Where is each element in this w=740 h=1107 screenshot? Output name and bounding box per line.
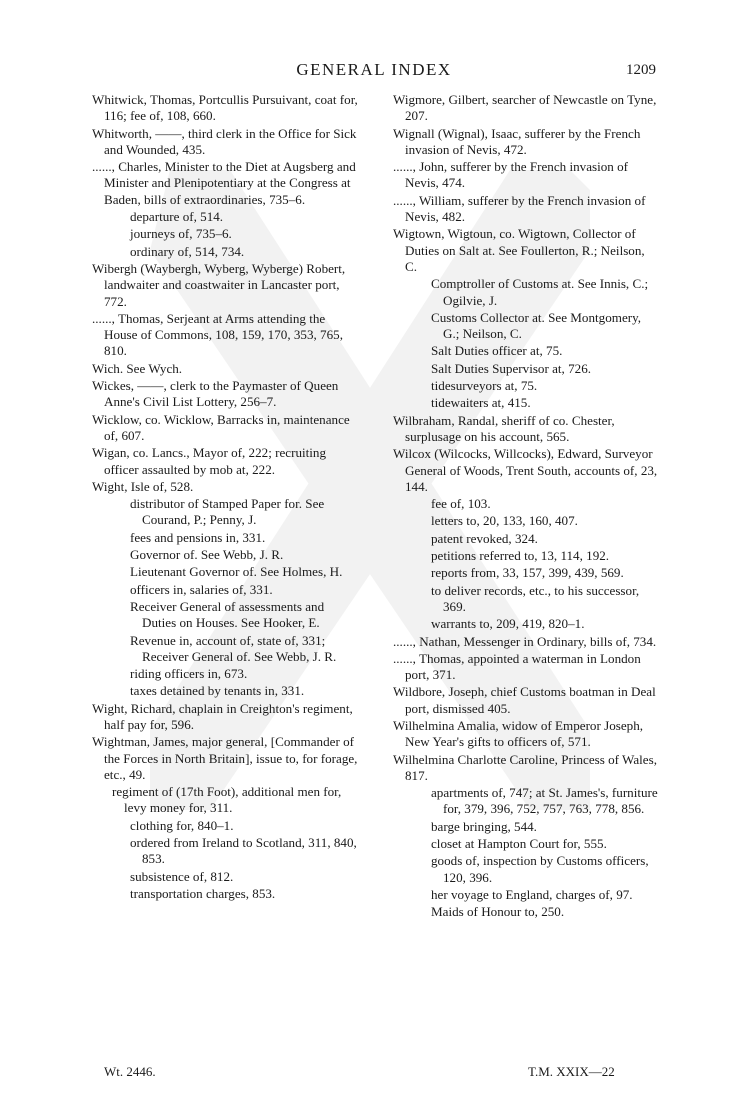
index-entry: ......, Charles, Minister to the Diet at Augsberg and Minister and Plenipotentiary at the Congress at Baden, bills of extraordinaries, 735–6. (92, 159, 356, 207)
index-entry: tidesurveyors at, 75. (431, 378, 538, 394)
index-entry: Wigmore, Gilbert, searcher of Newcastle on Tyne, 207. (393, 92, 657, 124)
index-entry: to deliver records, etc., to his successor, 369. (431, 582, 640, 614)
index-entry: petitions referred to, 13, 114, 192. (431, 548, 610, 564)
index-entry: transportation charges, 853. (130, 885, 276, 901)
index-entry: apartments of, 747; at St. James's, furniture for, 379, 396, 752, 757, 763, 778, 856. (431, 785, 658, 817)
index-entry: warrants to, 209, 419, 820–1. (431, 616, 585, 632)
index-entry: Customs Collector at. See Montgomery, G.; Neilson, C. (431, 309, 642, 342)
index-entry: ......, John, sufferer by the French invasion of Nevis, 474. (393, 159, 629, 191)
index-entry: barge bringing, 544. (431, 818, 537, 834)
index-entry: fees and pensions in, 331. (130, 529, 266, 545)
index-entry: Wickes, ——, clerk to the Paymaster of Queen Anne's Civil List Lottery, 256–7. (92, 378, 339, 410)
index-entry: Wibergh (Waybergh, Wyberg, Wyberge) Robert, landwaiter and coastwaiter in Lancaster port, 772. (92, 260, 346, 309)
index-entry: closet at Hampton Court for, 555. (431, 836, 607, 852)
index-entry: tidewaiters at, 415. (431, 395, 531, 411)
index-entry: Whitworth, ——, third clerk in the Office for Sick and Wounded, 435. (92, 125, 357, 157)
page-number: 1209 (626, 62, 656, 78)
index-entry: Wigtown, Wigtoun, co. Wigtown, Collector of Duties on Salt at. See Foullerton, R.; Neilson, C. (393, 226, 645, 274)
index-entry: Wilhelmina Charlotte Caroline, Princess of Wales, 817. (393, 751, 657, 783)
index-entry: distributor of Stamped Paper for. See Courand, P.; Penny, J. (130, 496, 325, 528)
index-entry: departure of, 514. (130, 209, 224, 225)
index-entry: ......, William, sufferer by the French invasion of Nevis, 482. (393, 192, 646, 225)
page-header (92, 60, 656, 86)
index-entry: Whitwick, Thomas, Portcullis Pursuivant, coat for, 116; fee of, 108, 660. (92, 92, 358, 124)
index-entry: Revenue in, account of, state of, 331; Receiver General of. See Webb, J. R. (130, 632, 337, 664)
index-entry: patent revoked, 324. (431, 530, 538, 546)
index-entry: Wightman, James, major general, [Commander of the Forces in North Britain], issue to, for forage, etc., 49. (92, 734, 358, 782)
index-entry: clothing for, 840–1. (130, 817, 234, 833)
index-entry: Wicklow, co. Wicklow, Barracks in, maintenance of, 607. (92, 411, 350, 443)
index-entry: Salt Duties officer at, 75. (431, 343, 563, 359)
footer-right: T.M. XXIX—22 (528, 1064, 615, 1079)
index-entry: Wich. See Wych. (92, 360, 183, 376)
index-entry: Wigan, co. Lancs., Mayor of, 222; recruiting officer assaulted by mob at, 222. (92, 445, 326, 477)
left-column (92, 92, 360, 903)
running-title: GENERAL INDEX (296, 60, 452, 79)
index-entry: Wilbraham, Randal, sheriff of co. Chester, surplusage on his account, 565. (393, 412, 615, 444)
index-entry: Wignall (Wignal), Isaac, sufferer by the French invasion of Nevis, 472. (393, 125, 641, 157)
index-entry: riding officers in, 673. (130, 666, 248, 682)
index-entry: journeys of, 735–6. (130, 226, 232, 242)
index-entry: Receiver General of assessments and Duties on Houses. See Hooker, E. (130, 598, 325, 631)
index-entry: regiment of (17th Foot), additional men for, levy money for, 311. (112, 784, 342, 816)
index-entry: Comptroller of Customs at. See Innis, C.; Ogilvie, J. (431, 276, 649, 308)
index-entry: goods of, inspection by Customs officers, 120, 396. (431, 853, 649, 885)
index-entry: Wight, Richard, chaplain in Creighton's regiment, half pay for, 596. (92, 700, 353, 732)
index-entry: Wight, Isle of, 528. (92, 478, 194, 494)
index-entry: ......, Thomas, Serjeant at Arms attending the House of Commons, 108, 159, 170, 353, 765, 810. (92, 310, 343, 359)
index-entry: reports from, 33, 157, 399, 439, 569. (431, 565, 624, 581)
index-entry: letters to, 20, 133, 160, 407. (431, 513, 578, 529)
index-entry: taxes detained by tenants in, 331. (130, 683, 305, 699)
index-entry: fee of, 103. (431, 496, 491, 512)
index-entry: officers in, salaries of, 331. (130, 581, 273, 597)
index-entry: Governor of. See Webb, J. R. (130, 547, 284, 563)
index-entry: Lieutenant Governor of. See Holmes, H. (130, 564, 343, 580)
index-entry: ......, Nathan, Messenger in Ordinary, bills of, 734. (393, 633, 657, 649)
index-entry: ......, Thomas, appointed a waterman in London port, 371. (393, 650, 641, 683)
index-entry: Maids of Honour to, 250. (431, 904, 565, 920)
index-entry: ordered from Ireland to Scotland, 311, 840, 853. (130, 835, 357, 867)
footer-left: Wt. 2446. (104, 1064, 156, 1079)
index-entry: Wilhelmina Amalia, widow of Emperor Joseph, New Year's gifts to officers of, 571. (393, 717, 644, 750)
index-entry: her voyage to England, charges of, 97. (431, 886, 633, 902)
index-entry: Wildbore, Joseph, chief Customs boatman in Deal port, dismissed 405. (393, 684, 656, 716)
index-entry: subsistence of, 812. (130, 868, 234, 884)
index-entry: Salt Duties Supervisor at, 726. (431, 360, 592, 376)
index-entry: Wilcox (Wilcocks, Willcocks), Edward, Surveyor General of Woods, Trent South, accounts of, 23, 144. (393, 446, 658, 494)
right-column (393, 92, 659, 922)
index-entry: ordinary of, 514, 734. (130, 243, 245, 259)
